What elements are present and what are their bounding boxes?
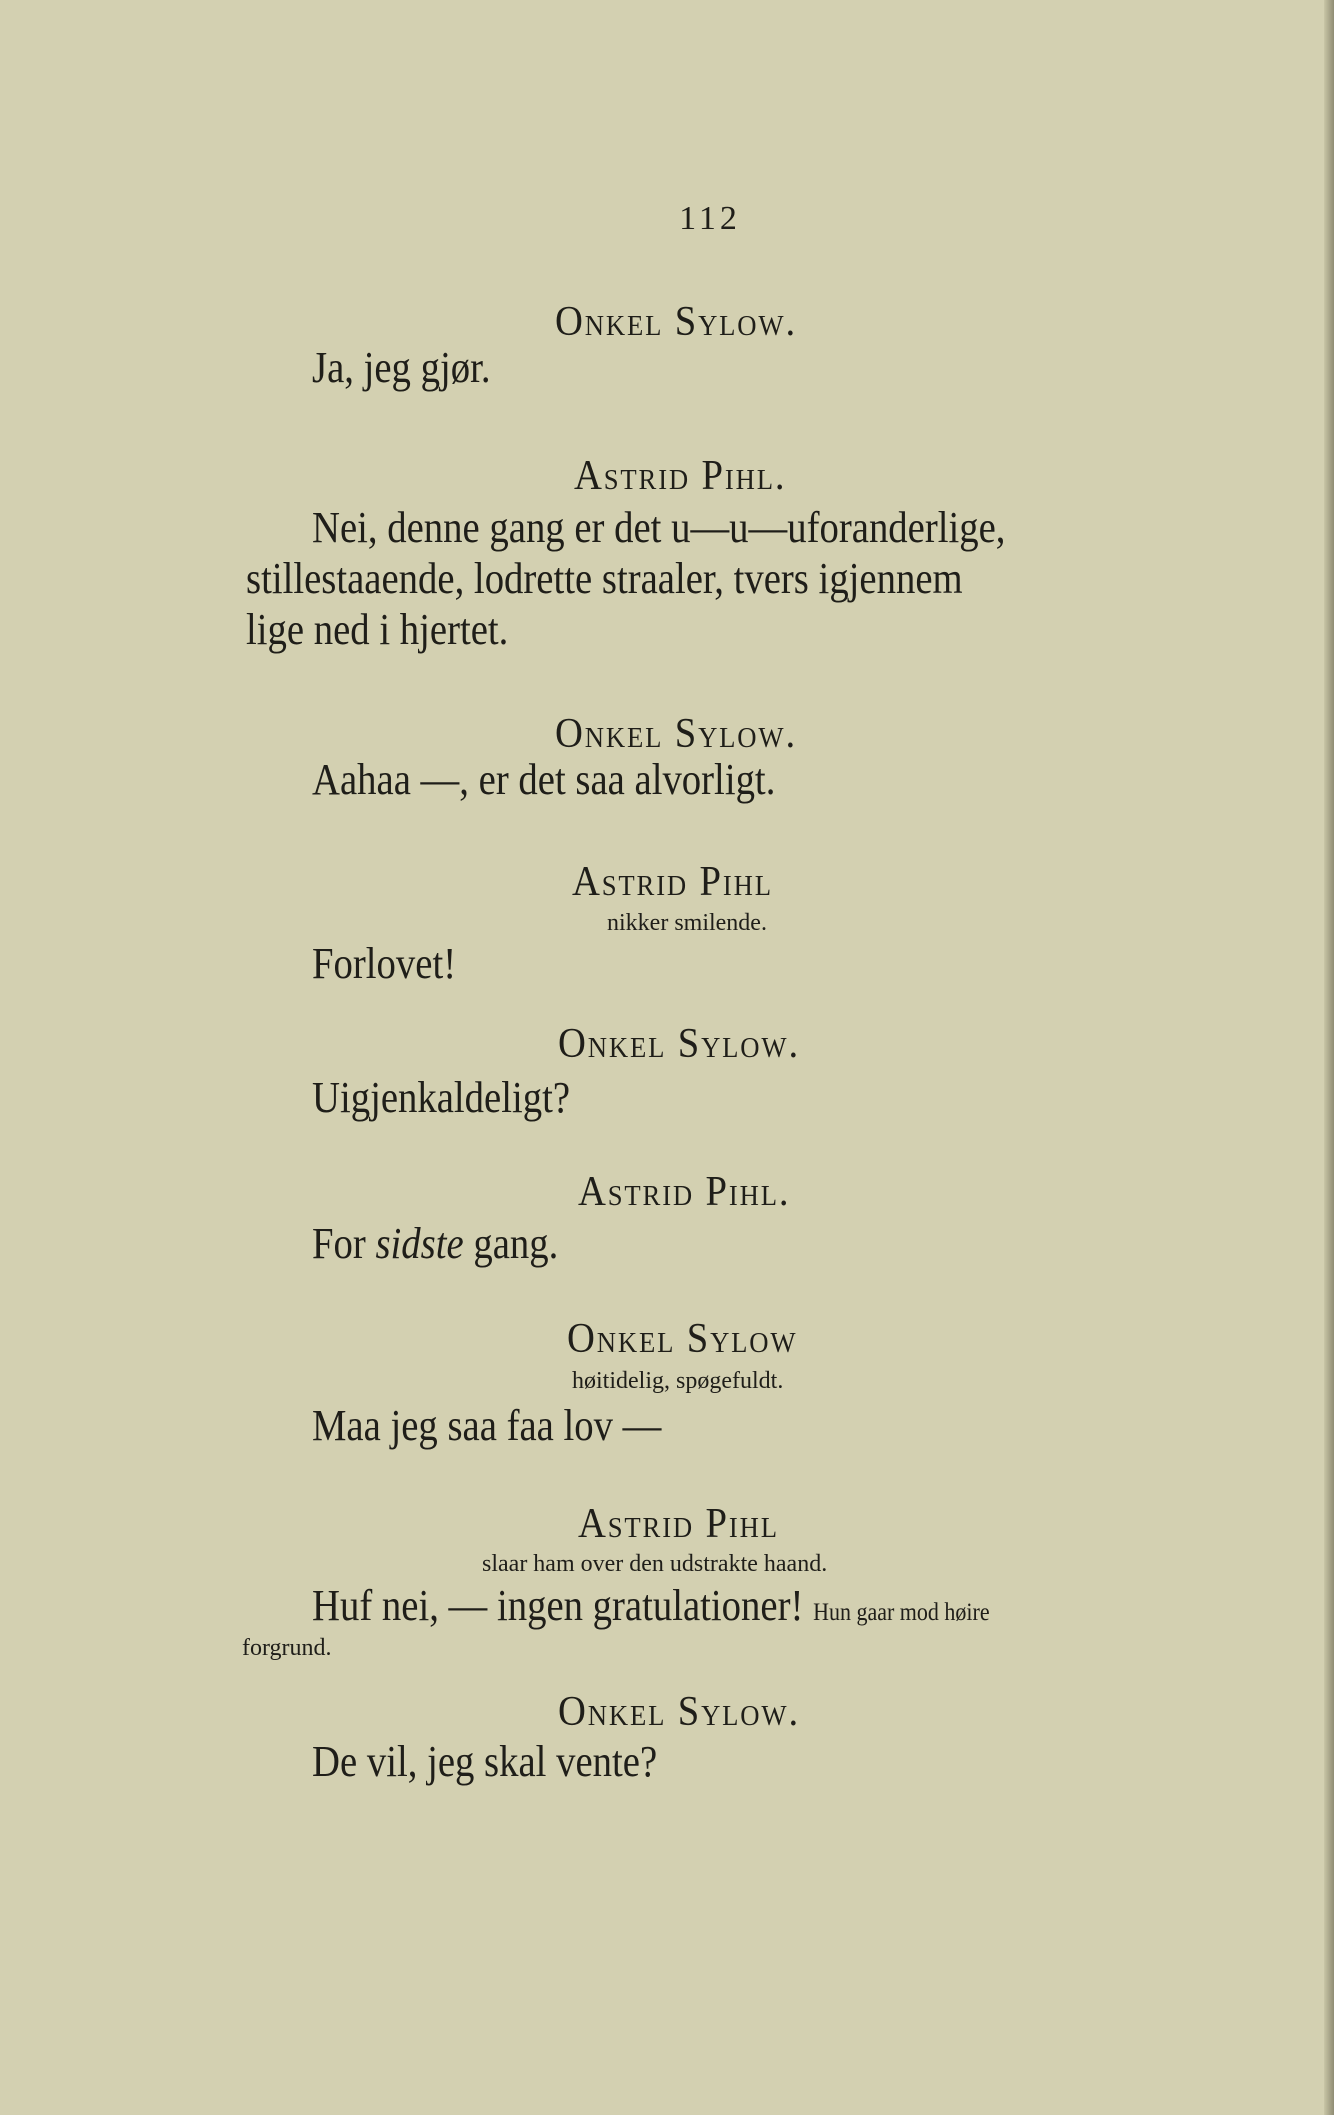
speaker-onkel-sylow: Onkel Sylow. <box>555 711 797 757</box>
dialogue-line <box>312 1218 558 1269</box>
stage-direction: nikker smilende. <box>607 910 767 936</box>
stage-direction-inline: Hun gaar mod høire <box>813 1599 990 1626</box>
speaker-onkel-sylow: Onkel Sylow. <box>558 1689 800 1735</box>
line-text: For <box>312 1219 376 1268</box>
speaker-onkel-sylow: Onkel Sylow <box>567 1316 798 1362</box>
speaker-astrid-pihl: Astrid Pihl. <box>578 1169 791 1215</box>
speaker-onkel-sylow: Onkel Sylow. <box>558 1021 800 1067</box>
speaker-astrid-pihl: Astrid Pihl. <box>574 453 787 499</box>
dialogue-line: Maa jeg saa faa lov — <box>312 1401 662 1450</box>
dialogue-line: lige ned i hjertet. <box>246 605 509 654</box>
line-text: gang. <box>463 1219 559 1268</box>
dialogue-line <box>312 1580 990 1631</box>
stage-direction: høitidelig, spøgefuldt. <box>572 1368 784 1394</box>
stage-direction: forgrund. <box>242 1635 332 1661</box>
page-number: 112 <box>679 200 741 237</box>
dialogue-line: Forlovet! <box>312 939 457 988</box>
dialogue-line: Aahaa —, er det saa alvorligt. <box>312 755 776 804</box>
speaker-astrid-pihl: Astrid Pihl <box>578 1501 779 1547</box>
stage-direction: slaar ham over den udstrakte haand. <box>482 1551 828 1577</box>
dialogue-line: stillestaaende, lodrette straaler, tvers igjennem <box>246 554 963 603</box>
dialogue-line: Nei, denne gang er det u—u—uforanderlige, <box>312 503 1006 552</box>
dialogue-line: Ja, jeg gjør. <box>312 343 491 392</box>
page-edge <box>1324 0 1334 2115</box>
line-text: Huf nei, — ingen gratulationer! <box>312 1581 804 1630</box>
speaker-astrid-pihl: Astrid Pihl <box>572 859 773 905</box>
emphasized-word: sidste <box>375 1219 464 1268</box>
speaker-onkel-sylow: Onkel Sylow. <box>555 299 797 345</box>
dialogue-line: Uigjenkaldeligt? <box>312 1073 571 1122</box>
dialogue-line: De vil, jeg skal vente? <box>312 1737 658 1786</box>
